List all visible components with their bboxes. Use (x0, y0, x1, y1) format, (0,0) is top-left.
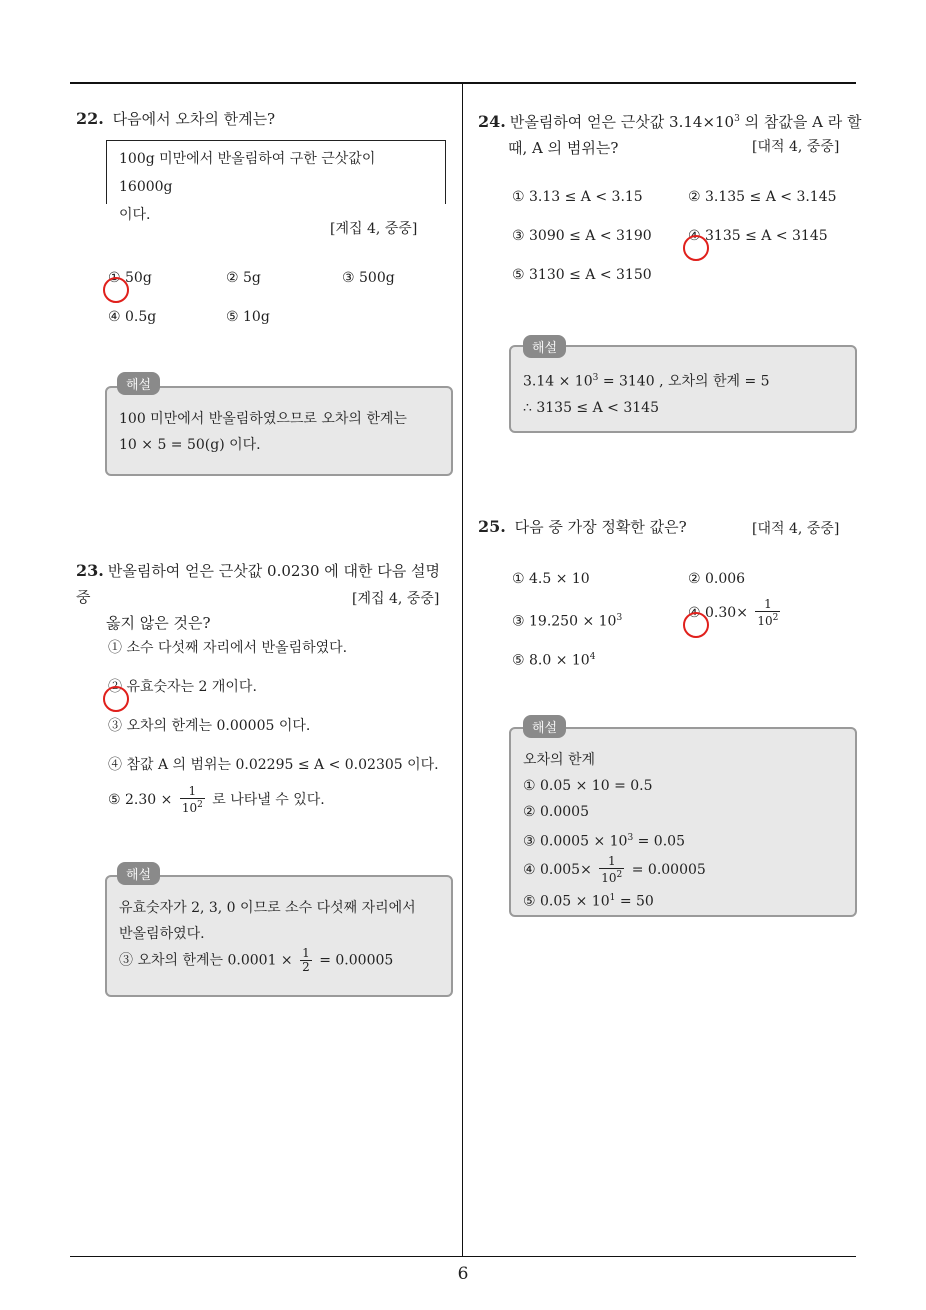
q25-option-3[interactable]: ③ $19.250 \times 10^3$ (512, 613, 623, 630)
q22-option-2[interactable]: ② 5g (226, 270, 261, 286)
q23-title-line1: 반올림하여 얻은 근삿값 0.0230 에 대한 다음 설명 중 (76, 562, 441, 606)
q25-title-text: 다음 중 가장 정확한 값은? (514, 518, 687, 536)
q23-option-2[interactable] (108, 677, 257, 697)
q25-number: 25. (478, 517, 506, 536)
q24-option-1[interactable]: ① 3.13 ≤ A < 3.15 (512, 189, 643, 205)
q23-exp-line1: 유효숫자가 2, 3, 0 이므로 소수 다섯째 자리에서 (119, 900, 416, 916)
fraction: $\frac{1}{10^2}$ (181, 784, 203, 815)
fraction-numerator: 1 (755, 598, 780, 612)
q25-title (478, 514, 687, 540)
q23-explanation (105, 875, 453, 997)
fraction-numerator: 1 (180, 785, 205, 799)
q24-title-line1-post: 의 참값을 A 라 할 (744, 113, 862, 131)
q22-option-4[interactable]: ④ 0.5g (108, 309, 157, 325)
q23-option-1[interactable]: ① 소수 다섯째 자리에서 반올림하였다. (108, 640, 348, 656)
q24-exp-line1: $3.14 \times 10^3 = 3140$ , 오차의 한계 = 5 (523, 373, 770, 390)
q23-option-2-text: 유효숫자는 2 개이다. (126, 679, 257, 695)
q24-option-4-mark: ④ (688, 228, 701, 244)
q24-option-4[interactable] (688, 226, 828, 246)
q25-explanation (509, 727, 857, 917)
fraction-denominator: 10 (757, 614, 773, 628)
q22-explanation-tag: 해설 (117, 372, 160, 395)
q24-number: 24. (478, 112, 506, 131)
fraction (300, 947, 312, 974)
q22-exp-line2: 10 × 5 = 50(g) 이다. (119, 437, 261, 453)
q25-exp-line2: ① 0.05 × 10 = 0.5 (523, 778, 653, 794)
q24-title-line1: 반올림하여 얻은 근삿값 3.14×10 (509, 113, 735, 131)
q23-exp-line3-pre: ③ 오차의 한계는 0.0001 × (119, 952, 293, 969)
q23-exp-line3-post: = 0.00005 (319, 952, 394, 969)
q25-exp-line3: ② 0.0005 (523, 804, 589, 820)
top-rule (70, 82, 856, 84)
q25-option-5-text: ⑤ 8.0 × 10 (512, 652, 590, 669)
q23-exp-line3 (119, 947, 416, 974)
q23-number: 23. (76, 561, 104, 580)
q25-exp-line4-post: = 0.05 (637, 833, 685, 850)
q23-option-2-mark: ② (108, 679, 122, 695)
q25-exp-line6-post: = 50 (619, 893, 654, 910)
fraction-denominator: 2 (302, 960, 310, 974)
q25-option-4-pre: 0.30× (705, 605, 748, 621)
q22-option-5[interactable]: ⑤ 10g (226, 309, 270, 325)
q25-exp-line5-pre: ④ 0.005× (523, 861, 592, 878)
fraction: $\frac{1}{10^2}$ (601, 853, 623, 885)
q25-option-4-mark: ④ (688, 605, 701, 621)
fraction: $\frac{1}{10^2}$ (757, 597, 779, 628)
fraction-denominator: 10 (181, 801, 198, 815)
q24-option-3[interactable]: ③ 3090 ≤ A < 3190 (512, 228, 652, 244)
q24-option-4-text: 3135 ≤ A < 3145 (705, 228, 828, 244)
q22-number: 22. (76, 109, 104, 128)
q25-explanation-tag: 해설 (523, 715, 566, 738)
q22-exp-line1: 100 미만에서 반올림하였으므로 오차의 한계는 (119, 411, 407, 427)
q24-exp-line1-pre: 3.14 × 10 (523, 373, 593, 390)
q24-explanation (509, 345, 857, 433)
q22-title (76, 106, 275, 132)
q23-option-5-pre: ⑤ 2.30 × (108, 792, 173, 808)
q24-option-5[interactable]: ⑤ 3130 ≤ A < 3150 (512, 267, 652, 283)
q22-quote-line2: 이다. (119, 207, 151, 223)
q22-option-1[interactable] (108, 268, 152, 288)
column-divider (462, 84, 463, 1256)
q22-title-text: 다음에서 오차의 한계는? (112, 110, 276, 128)
q23-option-3[interactable]: ③ 오차의 한계는 0.00005 이다. (108, 718, 311, 734)
q23-title-line2: 옳지 않은 것은? (106, 614, 211, 632)
q24-title-line2: 때, A 의 범위는? (508, 139, 619, 157)
q22-quote (106, 140, 446, 223)
page-number: 6 (457, 1264, 469, 1284)
q22-option-1-text: ① 50g (108, 270, 152, 286)
q22-source: [계집 4, 중중] (330, 221, 418, 237)
q23-option-4[interactable]: ④ 참값 A 의 범위는 0.02295 ≤ A < 0.02305 이다. (108, 757, 439, 773)
q23-option-5-post: 로 나타낼 수 있다. (212, 792, 325, 808)
fraction-numerator: 1 (599, 855, 624, 869)
q22-explanation (105, 386, 453, 476)
q25-option-5[interactable]: ⑤ $8.0 \times 10^4$ (512, 652, 596, 669)
q25-exp-line1: 오차의 한계 (523, 752, 596, 768)
q24-exp-line2: ∴ 3135 ≤ A < 3145 (523, 399, 659, 416)
q25-exp-line5 (523, 855, 706, 885)
q24-source: [대적 4, 중중] (752, 139, 840, 155)
q24-explanation-tag: 해설 (523, 335, 566, 358)
q25-option-1[interactable]: ① 4.5 × 10 (512, 571, 590, 587)
q23-exp-line2: 반올림하였다. (119, 926, 205, 942)
fraction-numerator: 1 (302, 946, 310, 960)
q24-title: 24. 반올림하여 얻은 근삿값 $3.14\times 10^3$ 의 참값을 A 라 할 때, A 의 범위는? (478, 112, 862, 157)
q24-exp-line1-post: = 3140 , 오차의 한계 = 5 (602, 373, 770, 390)
q23-option-5[interactable] (108, 785, 325, 815)
q25-exp-line6: ⑤ $0.05 \times 10^1 = 50$ (523, 892, 654, 910)
q23-explanation-tag: 해설 (117, 862, 160, 885)
q22-option-3[interactable]: ③ 500g (342, 270, 395, 286)
q25-source: [대적 4, 중중] (752, 521, 840, 537)
bottom-rule (70, 1256, 856, 1257)
fraction-denominator: 10 (601, 870, 617, 885)
q25-exp-line4: ③ $0.0005 \times 10^3 = 0.05$ (523, 833, 685, 850)
q25-exp-line5-post: = 0.00005 (631, 861, 706, 878)
q23-source: [계집 4, 중중] (352, 591, 440, 607)
q25-exp-line6-pre: ⑤ 0.05 × 10 (523, 893, 610, 910)
q25-option-4[interactable] (688, 598, 783, 628)
q24-option-2[interactable]: ② 3.135 ≤ A < 3.145 (688, 189, 837, 205)
q22-quote-line1: 100g 미만에서 반올림하여 구한 근삿값이 16000g (119, 151, 376, 195)
q25-option-3-text: ③ 19.250 × 10 (512, 613, 617, 630)
q25-exp-line4-pre: ③ 0.0005 × 10 (523, 833, 628, 850)
q25-option-2[interactable]: ② 0.006 (688, 571, 746, 587)
